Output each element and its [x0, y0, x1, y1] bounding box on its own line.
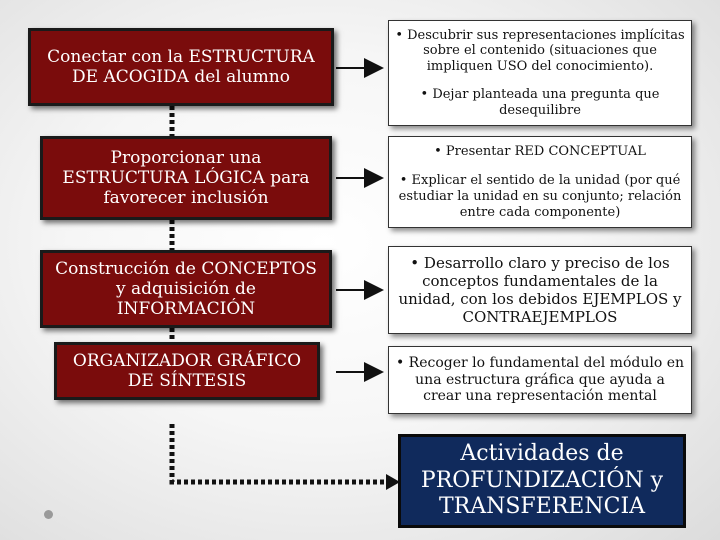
detail-box-organizador: [388, 346, 692, 414]
detail-box-acogida: [388, 20, 692, 126]
detail-item: • Presentar RED CONCEPTUAL: [434, 143, 646, 159]
detail-item: • Recoger lo fundamental del módulo en una estructura gráfica que ayuda a crear una representación mental: [395, 354, 685, 405]
step-box-organizador-label: ORGANIZADOR GRÁFICO DE SÍNTESIS: [72, 350, 302, 391]
step-box-acogida: [28, 28, 334, 106]
step-box-estructura-logica: [40, 136, 332, 220]
step-box-acogida-label: Conectar con la ESTRUCTURA DE ACOGIDA del alumno: [47, 46, 315, 87]
detail-box-conceptos: [388, 246, 692, 334]
step-box-conceptos-label: Construcción de CONCEPTOS y adquisición de INFORMACIÓN: [55, 258, 317, 320]
slide-decoration-dot: [44, 510, 53, 519]
detail-item: • Explicar el sentido de la unidad (por qué estudiar la unidad en su conjunto; relación entre cada componente): [398, 173, 682, 220]
detail-item: • Dejar planteada una pregunta que desequilibre: [420, 87, 660, 118]
detail-item: • Descubrir sus representaciones implícitas sobre el contenido (situaciones que impliquen USO del conocimiento).: [395, 27, 685, 74]
step-box-estructura-logica-label: Proporcionar una ESTRUCTURA LÓGICA para favorecer inclusión: [62, 147, 310, 209]
detail-item: • Desarrollo claro y preciso de los conceptos fundamentales de la unidad, con los debidos EJEMPLOS y CONTRAEJEMPLOS: [398, 254, 682, 326]
final-box-label: Actividades de PROFUNDIZACIÓN y TRANSFERENCIA: [420, 441, 664, 520]
step-box-conceptos: [40, 250, 332, 328]
final-box-profundizacion: [398, 434, 686, 528]
detail-box-estructura-logica: [388, 136, 692, 228]
elbow-connector-final: [172, 424, 388, 482]
step-box-organizador: [54, 342, 320, 400]
